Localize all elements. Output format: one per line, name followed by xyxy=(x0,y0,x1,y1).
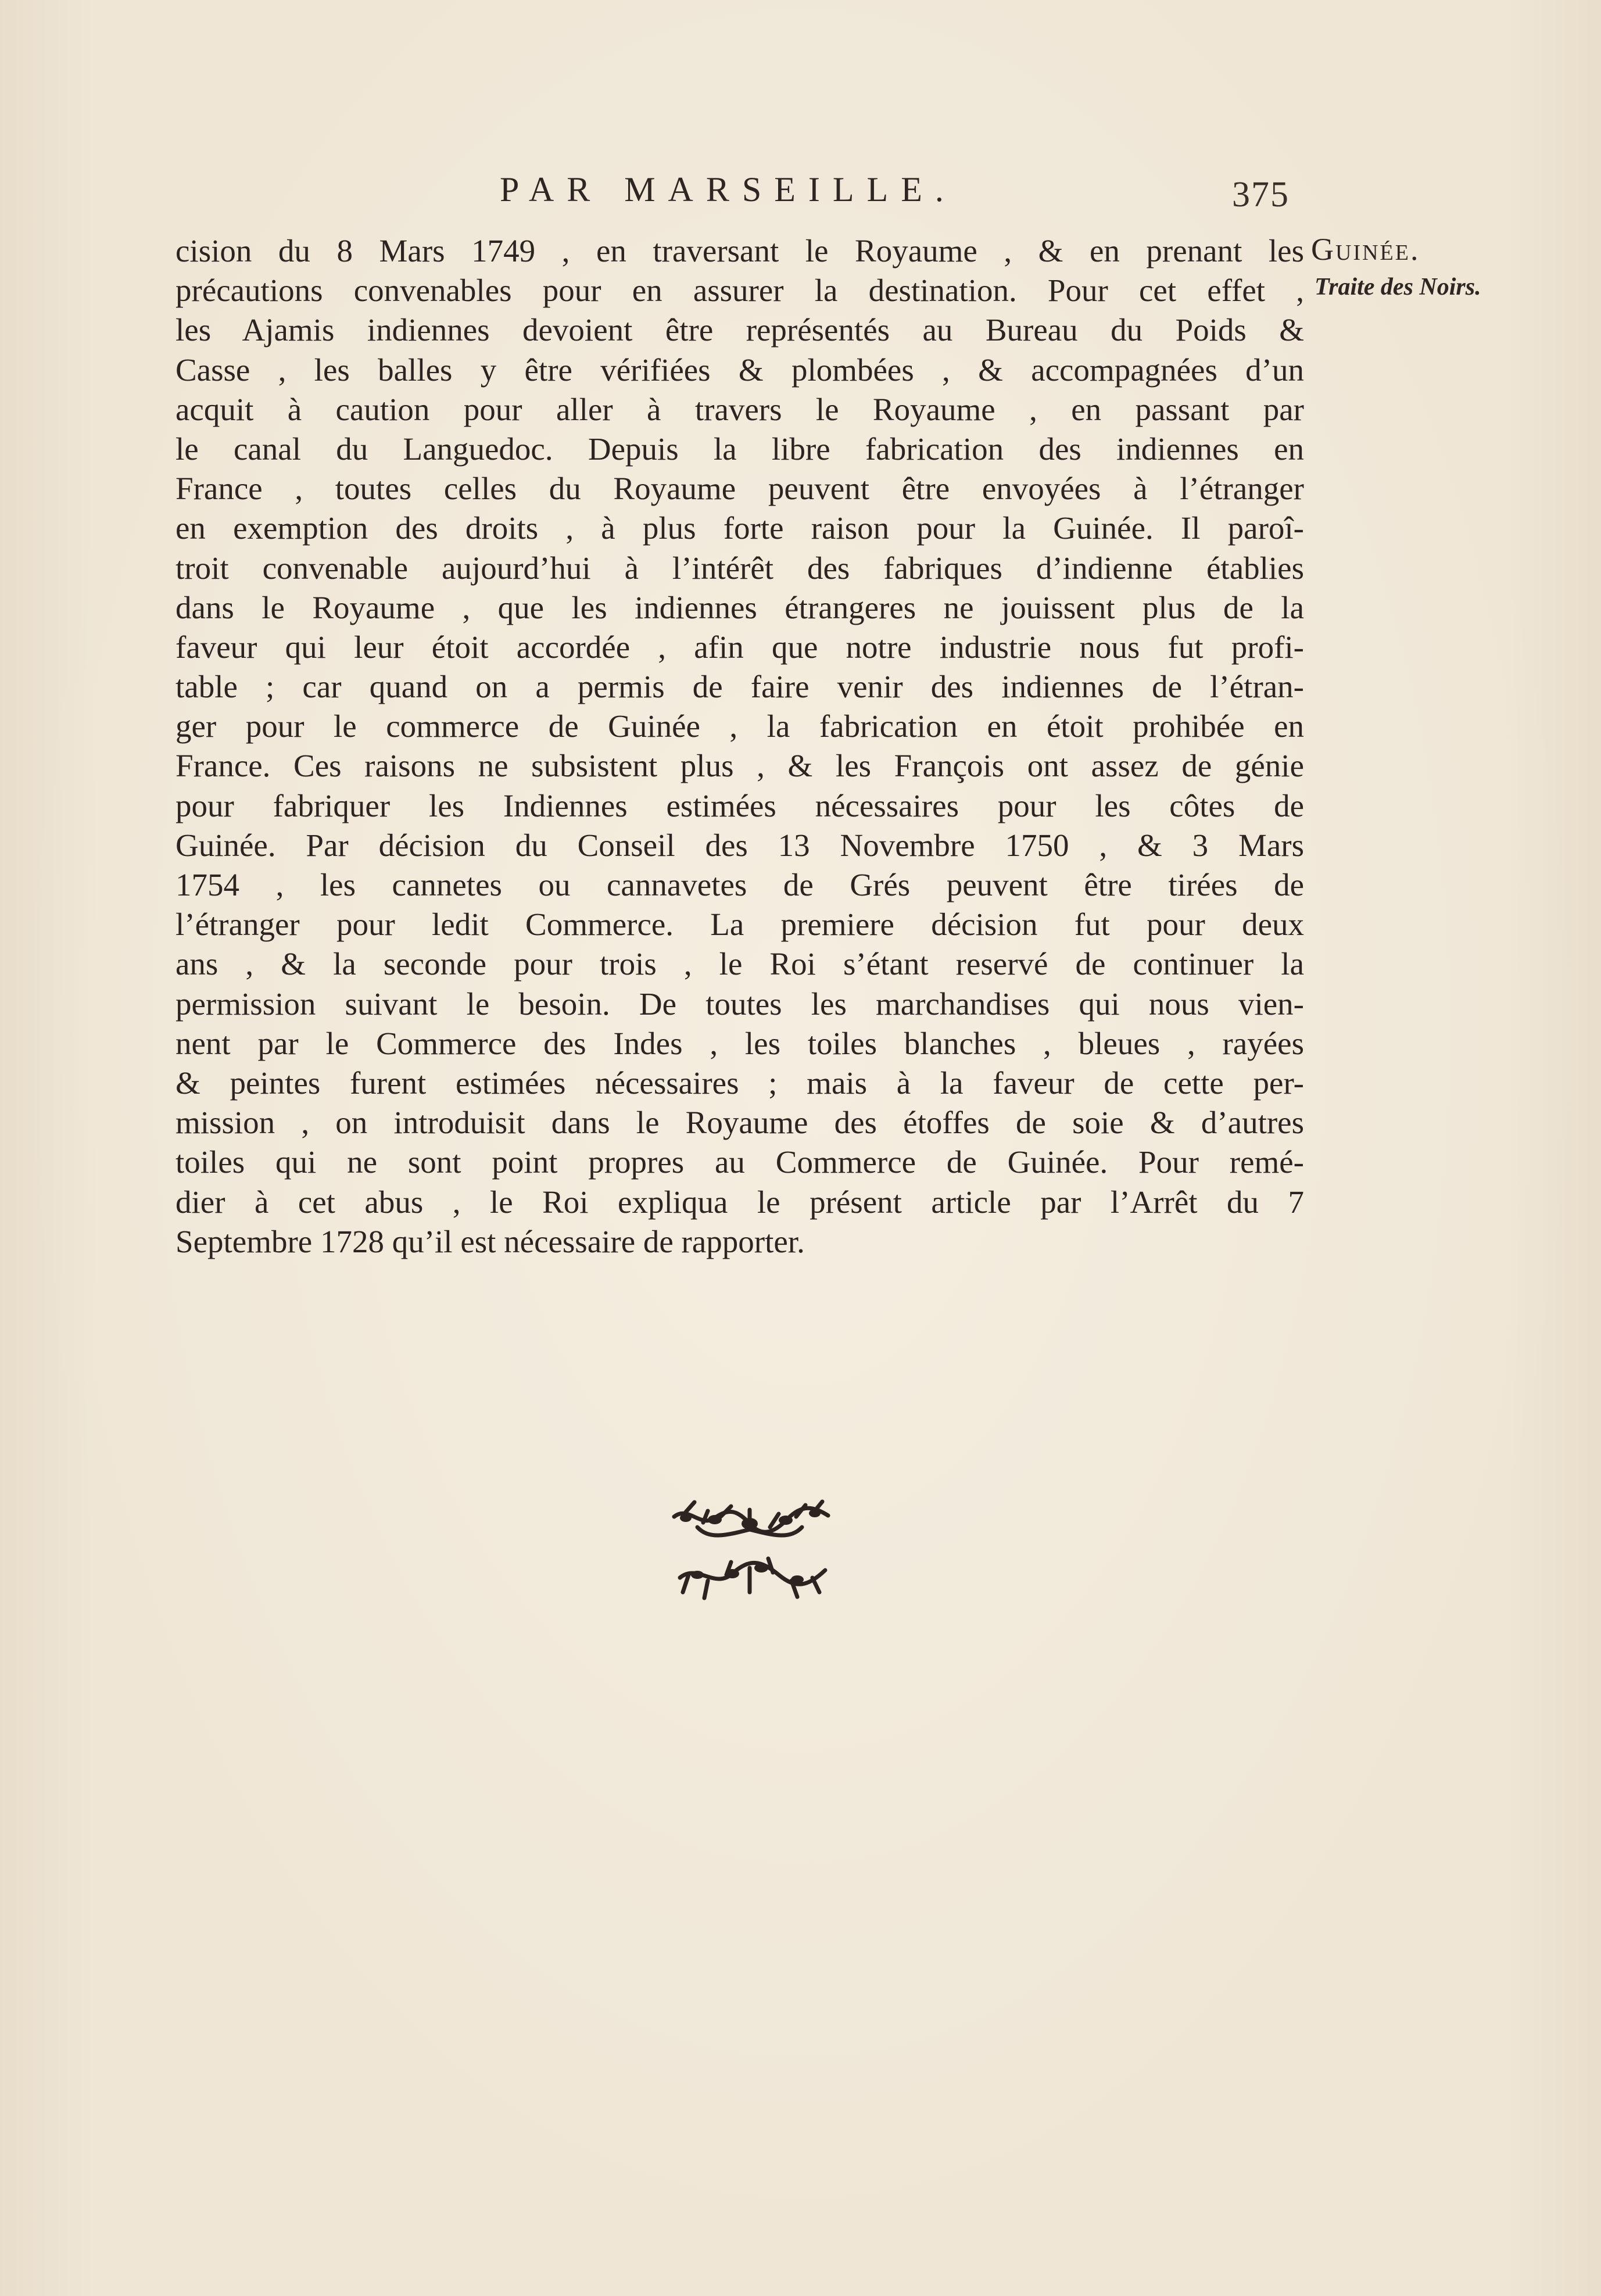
body-text xyxy=(175,231,1304,1262)
text-line: acquit à caution pour aller à travers le Royaume , en passant par xyxy=(175,391,1304,427)
text-line: mission , on introduisit dans le Royaume des étoffes de soie & d’autres xyxy=(175,1105,1304,1141)
text-line: permission suivant le besoin. De toutes les marchandises qui nous vien- xyxy=(175,986,1304,1022)
text-line: pour fabriquer les Indiennes estimées nécessaires pour les côtes de xyxy=(175,787,1304,823)
text-line: & peintes furent estimées nécessaires ; mais à la faveur de cette per- xyxy=(175,1065,1304,1101)
page-number: 375 xyxy=(1232,175,1290,214)
text-line: nent par le Commerce des Indes , les toiles blanches , bleues , rayées xyxy=(175,1025,1304,1061)
running-head: PAR MARSEILLE. xyxy=(500,170,957,209)
text-line: ger pour le commerce de Guinée , la fabrication en étoit prohibée en xyxy=(175,708,1304,744)
text-line: cision du 8 Mars 1749 , en traversant le Royaume , & en prenant les xyxy=(175,233,1304,268)
text-line: dier à cet abus , le Roi expliqua le présent article par l’Arrêt du 7 xyxy=(175,1184,1304,1220)
text-line: Casse , les balles y être vérifiées & plombées , & accompagnées d’un xyxy=(175,352,1304,388)
text-line: l’étranger pour ledit Commerce. La premiere décision fut pour deux xyxy=(175,907,1304,943)
text-line: les Ajamis indiennes devoient être représentés au Bureau du Poids & xyxy=(175,312,1304,348)
text-line: ans , & la seconde pour trois , le Roi s’étant reservé de continuer la xyxy=(175,946,1304,982)
margin-heading: Guinée. xyxy=(1311,232,1420,267)
text-line: précautions convenables pour en assurer la destination. Pour cet effet , xyxy=(175,273,1304,309)
text-line: dans le Royaume , que les indiennes étrangeres ne jouissent plus de la xyxy=(175,589,1304,625)
text-line: faveur qui leur étoit accordée , afin que notre industrie nous fut profi- xyxy=(175,629,1304,665)
text-line: en exemption des droits , à plus forte raison pour la Guinée. Il paroî- xyxy=(175,510,1304,546)
text-line: le canal du Languedoc. Depuis la libre fabrication des indiennes en xyxy=(175,431,1304,467)
text-line: France. Ces raisons ne subsistent plus , & les François ont assez de génie xyxy=(175,748,1304,784)
margin-subheading: Traite des Noirs. xyxy=(1315,274,1481,300)
text-line: toiles qui ne sont point propres au Commerce de Guinée. Pour remé- xyxy=(175,1144,1304,1180)
text-line: France , toutes celles du Royaume peuvent être envoyées à l’étranger xyxy=(175,471,1304,507)
text-line: Septembre 1728 qu’il est nécessaire de rapporter. xyxy=(175,1223,805,1259)
floral-tailpiece-icon xyxy=(662,1493,837,1610)
text-line: 1754 , les cannetes ou cannavetes de Grés peuvent être tirées de xyxy=(175,867,1304,902)
text-line: Guinée. Par décision du Conseil des 13 Novembre 1750 , & 3 Mars xyxy=(175,827,1304,863)
text-line: table ; car quand on a permis de faire venir des indiennes de l’étran- xyxy=(175,669,1304,705)
text-line: troit convenable aujourd’hui à l’intérêt des fabriques d’indienne établies xyxy=(175,550,1304,586)
